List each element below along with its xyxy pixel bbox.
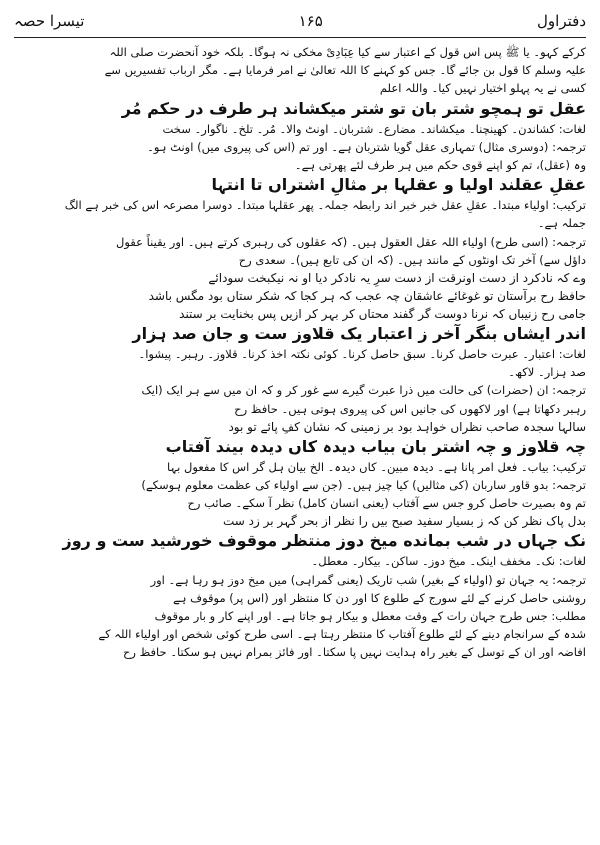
text-line: شدہ کے سرانجام دینے کے لئے طلوع آفتاب کا منتظر رہتا ہے۔ اسی طرح کوئی شخص اور اولیاء اللہ کے	[98, 627, 586, 642]
text-line: کسی نے یہ پہلو اختیار نہیں کیا۔ واللہ اعلم	[379, 81, 586, 96]
text-line: علیہ وسلم کا قول بن جائے گا۔ جس کو کہنے کا اللہ تعالیٰ نے امر فرمایا ہے۔ مگر ارباب تفسیریں سے	[104, 63, 586, 78]
quoted-verse-line: بدل پاک نظر کن کہ ز بسیار سفید صبح بیں را نظر از بحر گہر بر زد ست	[222, 514, 586, 529]
vocabulary-line: لغات: اعتبار۔ عبرت حاصل کرنا۔ سبق حاصل کرنا۔ کوئی نکتہ اخذ کرنا۔ قلاوز۔ رہبر۔ پیشوا۔	[138, 347, 586, 362]
text-line: رہبر دکھاتا ہے) اور لاکھوں کی جانیں اس کی پیروی ہوتی ہیں۔ حافظ رح	[234, 401, 586, 416]
text-line: جملہ ہے۔	[537, 216, 586, 231]
verse-line: اندر ایشاں بنگر آخر ز اعتبار یک قلاوز ست و جان صد ہزار	[132, 324, 586, 344]
text-line: وہ (عقل)، تم کو اپنے قوی حکم میں ہر طرف لئے پھرتی ہے۔	[294, 158, 586, 173]
header-right-title: دفتراول	[537, 12, 586, 30]
translation-line: ترجمہ: یہ جہان تو (اولیاء کے بغیر) شب تاریک (یعنی گمراہی) میں میخ دوز ہو رہا ہے۔ اور	[150, 572, 586, 587]
header-rule	[14, 37, 586, 38]
quoted-verse-line: حافظ رح برآستان تو غوغائے عاشقان چہ عجب کہ ہر کجا کہ شکر ستاں بود مگس باشد	[148, 289, 586, 304]
header-left-title: تیسرا حصہ	[14, 12, 85, 30]
verse-line: عقل تو ہمچو شتر بان تو شتر میکشاند ہر طرف در حکم مُر	[121, 98, 586, 118]
translation-line: ترجمہ: ان (حضرات) کی حالت میں ذرا عبرت گیرے سے غور کر و کہ ان میں سے ہر ایک (ایک	[141, 383, 586, 398]
page-body	[14, 43, 586, 662]
page-header	[14, 8, 586, 34]
translation-line: ترجمہ: (اسی طرح) اولیاء اللہ عقل العقول ہیں۔ (کہ عقلوں کی رہبری کرتے ہیں۔ اور یقیناً عقول	[116, 234, 586, 249]
vocabulary-line: لغات: کشاندن۔ کھینچنا۔ میکشاند۔ مضارع۔ شتربان۔ اونٹ والا۔ مُر۔ تلخ۔ ناگوار۔ سخت	[162, 121, 586, 136]
quoted-verse-line: سالہا سجدہ صاحب نظراں خواہد بود بر زمینی کہ نشان کفِ پائے تو بود	[228, 419, 586, 434]
verse-line: نک جہاں در شب بمانده میخ دوز منتظر موقوف خورشید ست و روز	[62, 531, 586, 551]
translation-line: ترجمہ: (دوسری مثال) تمہاری عقل گویا شتربان ہے۔ اور تم (اس کی پیروی میں) اونٹ ہو۔	[147, 139, 586, 154]
text-line: داؤل سے) آخر تک اونٹوں کے مانند ہیں۔ (کہ ان کی تابع ہیں)۔ سعدی رح	[238, 252, 586, 267]
translation-line: ترجمہ: بدو قاور ساربان (کی مثالیں) کیا چیز ہیں۔ (جن سے اولیاء کی عظمت معلوم ہوسکے)	[141, 478, 586, 493]
grammar-line: ترکیب: اولیاء مبتدا۔ عقلِ عقل خبر خبر اند رابطہ جملہ۔ پھر عقلہا مبتدا۔ دوسرا مصرعہ اس کی خبر ہے الگ	[64, 198, 586, 213]
text-line: روشنی حاصل کرنے کے لئے سورج کے طلوع کا اور دن کا منتظر اور (اس پر) موقوف ہے	[173, 590, 586, 605]
grammar-line: ترکیب: بیاب۔ فعل امر پانا ہے۔ دیدہ مبین۔ کاں دیدہ۔ الخ بیان ہل گر اس کا مفعول بہا	[166, 459, 586, 474]
text-line: صد ہزار۔ لاکھ۔	[508, 365, 586, 380]
text-line: کرکے کہو۔ یا ﷺ پس اس قول کے اعتبار سے کیا عِبَادِیْ مخکی نہ ہوگا۔ بلکہ خود آنحضرت صلی اللہ	[109, 45, 586, 59]
text-line: تم وہ بصیرت حاصل کرو جس سے آفتاب (یعنی انسان کامل) نظر آ سکے۔ صائب رح	[187, 496, 586, 511]
explanation-line: مطلب: جس طرح جہان رات کے وقت معطل و بیکار ہو جاتا ہے۔ اور اپنے کار و بار موقوف	[154, 609, 586, 624]
verse-line: عقلِ عقلند اولیا و عقلہا بر مثالِ اشتراں تا انتہا	[211, 175, 586, 195]
vocabulary-line: لغات: نک۔ مخفف اینک۔ میخ دوز۔ ساکن۔ بیکار۔ معطل۔	[311, 554, 586, 569]
quoted-verse-line: جامی رح زنیباں کہ نرنا دوست گر گفند محتاں کر بہر کر ازیں پس بخنایت بر ستند	[179, 307, 586, 322]
page-number: ۱۶۵	[298, 12, 323, 30]
text-line: افاضہ اور ان کے توسل کے بغیر راہ ہدایت نہیں پا سکتا۔ اور فائز بمرام نہیں ہو سکتا۔ حافظ رح	[123, 645, 586, 660]
verse-line: چہ قلاوز و چہ اشتر بان بیاب دیدہ کاں دیدہ بیند آفتاب	[165, 436, 586, 456]
quoted-verse-line: وے کہ نادکرد از دست اونرقت از دست سرِ یہ نادکر دیا او نہ نیکبخت سودائے	[208, 271, 586, 286]
